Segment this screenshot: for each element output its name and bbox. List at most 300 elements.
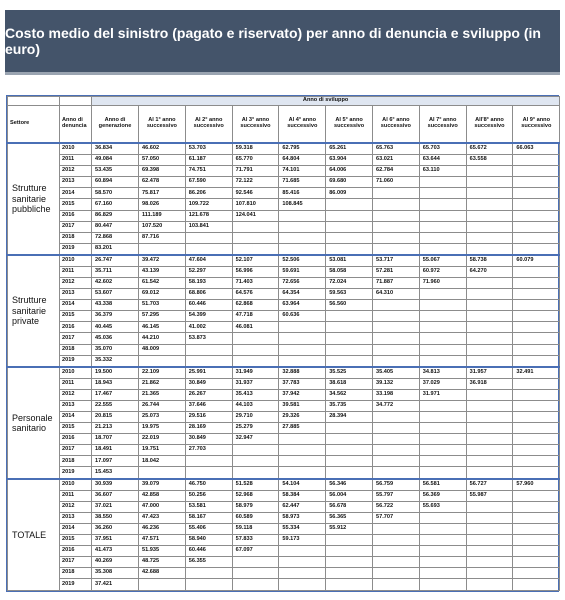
value-cell: 47.571	[139, 535, 186, 546]
value-cell	[326, 221, 373, 232]
header-blank-cell	[60, 97, 92, 106]
value-cell	[232, 232, 279, 243]
claim-year-cell: 2017	[60, 445, 92, 456]
value-cell: 53.081	[326, 255, 373, 267]
value-cell	[372, 221, 419, 232]
value-cell: 55.797	[372, 491, 419, 502]
value-cell: 71.960	[419, 278, 466, 289]
table-row	[8, 267, 560, 278]
claim-year-cell: 2013	[60, 289, 92, 300]
value-cell	[419, 546, 466, 557]
value-cell: 56.759	[372, 479, 419, 491]
value-cell: 124.041	[232, 210, 279, 221]
value-cell	[372, 423, 419, 434]
column-header: Al 1° anno successivo	[139, 106, 186, 144]
table-row	[8, 289, 560, 300]
claim-year-cell: 2019	[60, 579, 92, 591]
value-cell	[326, 232, 373, 243]
value-cell	[326, 568, 373, 579]
value-cell	[466, 557, 513, 568]
value-cell: 19.751	[139, 445, 186, 456]
value-cell: 65.770	[232, 155, 279, 166]
claim-year-cell: 2016	[60, 546, 92, 557]
value-cell: 58.738	[466, 255, 513, 267]
value-cell	[513, 502, 560, 513]
claim-year-cell: 2011	[60, 155, 92, 166]
value-cell: 18.042	[139, 456, 186, 467]
table-row	[8, 221, 560, 232]
value-cell: 60.079	[513, 255, 560, 267]
value-cell: 58.979	[232, 502, 279, 513]
value-cell: 21.862	[139, 379, 186, 390]
value-cell: 72.656	[279, 278, 326, 289]
value-cell	[232, 344, 279, 355]
value-cell	[419, 243, 466, 255]
value-cell: 40.445	[92, 322, 139, 333]
value-cell	[466, 311, 513, 322]
value-cell	[279, 467, 326, 479]
claim-year-cell: 2018	[60, 232, 92, 243]
value-cell	[513, 267, 560, 278]
value-cell: 37.646	[185, 401, 232, 412]
report-title: Costo medio del sinistro (pagato e riservato) per anno di denuncia e sviluppo (in euro)	[5, 25, 541, 57]
value-cell: 98.026	[139, 199, 186, 210]
value-cell	[372, 535, 419, 546]
value-cell: 111.189	[139, 210, 186, 221]
value-cell: 43.139	[139, 267, 186, 278]
value-cell: 56.581	[419, 479, 466, 491]
claim-year-cell: 2019	[60, 243, 92, 255]
value-cell	[326, 579, 373, 591]
value-cell: 86.206	[185, 188, 232, 199]
value-cell	[372, 557, 419, 568]
value-cell	[232, 568, 279, 579]
value-cell: 56.369	[419, 491, 466, 502]
table-row	[8, 401, 560, 412]
value-cell: 27.703	[185, 445, 232, 456]
value-cell: 65.261	[326, 143, 373, 155]
value-cell: 29.516	[185, 412, 232, 423]
value-cell	[419, 445, 466, 456]
value-cell	[466, 568, 513, 579]
claim-year-cell: 2017	[60, 333, 92, 344]
value-cell: 20.815	[92, 412, 139, 423]
value-cell: 53.873	[185, 333, 232, 344]
value-cell	[419, 289, 466, 300]
table-row	[8, 456, 560, 467]
value-cell: 46.236	[139, 524, 186, 535]
value-cell	[419, 232, 466, 243]
table-row	[8, 367, 560, 379]
value-cell: 55.406	[185, 524, 232, 535]
table-row	[8, 322, 560, 333]
table-row	[8, 535, 560, 546]
value-cell	[513, 568, 560, 579]
value-cell	[419, 524, 466, 535]
column-header: Al 5° anno successivo	[326, 106, 373, 144]
table-row	[8, 467, 560, 479]
claim-year-cell: 2012	[60, 502, 92, 513]
table-row	[8, 155, 560, 166]
value-cell: 37.421	[92, 579, 139, 591]
claim-year-cell: 2015	[60, 423, 92, 434]
value-cell: 64.804	[279, 155, 326, 166]
value-cell: 29.326	[279, 412, 326, 423]
value-cell: 60.894	[92, 177, 139, 188]
value-cell: 62.784	[372, 166, 419, 177]
value-cell: 65.672	[466, 143, 513, 155]
value-cell: 19.975	[139, 423, 186, 434]
claim-year-cell: 2017	[60, 221, 92, 232]
value-cell	[139, 579, 186, 591]
column-header: All'8° anno successivo	[466, 106, 513, 144]
value-cell	[279, 557, 326, 568]
value-cell: 65.763	[372, 143, 419, 155]
value-cell	[513, 155, 560, 166]
value-cell: 69.398	[139, 166, 186, 177]
column-header: Al 2° anno successivo	[185, 106, 232, 144]
value-cell	[326, 322, 373, 333]
value-cell	[466, 300, 513, 311]
value-cell: 31.971	[419, 390, 466, 401]
value-cell: 74.751	[185, 166, 232, 177]
claim-year-cell: 2018	[60, 456, 92, 467]
value-cell: 58.973	[279, 513, 326, 524]
value-cell	[513, 232, 560, 243]
value-cell: 69.680	[326, 177, 373, 188]
value-cell: 21.365	[139, 390, 186, 401]
column-header: Al 4° anno successivo	[279, 106, 326, 144]
value-cell: 92.546	[232, 188, 279, 199]
value-cell	[279, 434, 326, 445]
value-cell	[513, 467, 560, 479]
value-cell	[466, 333, 513, 344]
report-title-banner	[5, 10, 560, 75]
value-cell: 48.009	[139, 344, 186, 355]
sector-label: TOTALE	[8, 479, 60, 591]
value-cell: 58.570	[92, 188, 139, 199]
value-cell: 46.081	[232, 322, 279, 333]
value-cell: 47.604	[185, 255, 232, 267]
value-cell	[466, 188, 513, 199]
value-cell: 39.472	[139, 255, 186, 267]
claim-year-cell: 2012	[60, 166, 92, 177]
claim-year-cell: 2011	[60, 267, 92, 278]
value-cell: 34.772	[372, 401, 419, 412]
value-cell: 22.019	[139, 434, 186, 445]
value-cell	[513, 300, 560, 311]
value-cell	[372, 412, 419, 423]
value-cell	[419, 300, 466, 311]
value-cell: 51.528	[232, 479, 279, 491]
value-cell: 62.447	[279, 502, 326, 513]
value-cell	[466, 322, 513, 333]
value-cell: 67.590	[185, 177, 232, 188]
value-cell	[513, 322, 560, 333]
value-cell: 121.678	[185, 210, 232, 221]
value-cell: 35.332	[92, 355, 139, 367]
value-cell	[372, 199, 419, 210]
value-cell: 46.602	[139, 143, 186, 155]
table-row	[8, 199, 560, 210]
value-cell	[185, 344, 232, 355]
value-cell	[419, 322, 466, 333]
value-cell: 62.795	[279, 143, 326, 155]
value-cell	[513, 557, 560, 568]
value-cell	[513, 289, 560, 300]
value-cell: 53.581	[185, 502, 232, 513]
table-row	[8, 579, 560, 591]
value-cell	[466, 278, 513, 289]
value-cell: 74.101	[279, 166, 326, 177]
value-cell: 58.167	[185, 513, 232, 524]
value-cell: 51.703	[139, 300, 186, 311]
table-row	[8, 568, 560, 579]
value-cell	[513, 401, 560, 412]
value-cell: 85.416	[279, 188, 326, 199]
value-cell: 61.542	[139, 278, 186, 289]
value-cell: 107.520	[139, 221, 186, 232]
value-cell	[372, 467, 419, 479]
value-cell: 28.169	[185, 423, 232, 434]
value-cell	[466, 289, 513, 300]
value-cell: 62.868	[232, 300, 279, 311]
value-cell	[139, 243, 186, 255]
table-row	[8, 434, 560, 445]
value-cell	[466, 177, 513, 188]
value-cell: 64.310	[372, 289, 419, 300]
value-cell	[372, 524, 419, 535]
value-cell: 55.912	[326, 524, 373, 535]
value-cell	[513, 491, 560, 502]
table-row	[8, 379, 560, 390]
value-cell: 51.935	[139, 546, 186, 557]
value-cell	[232, 456, 279, 467]
value-cell: 46.145	[139, 322, 186, 333]
claim-year-cell: 2013	[60, 177, 92, 188]
value-cell: 64.270	[466, 267, 513, 278]
value-cell	[419, 568, 466, 579]
value-cell: 60.589	[232, 513, 279, 524]
value-cell: 58.940	[185, 535, 232, 546]
value-cell: 52.297	[185, 267, 232, 278]
value-cell	[466, 199, 513, 210]
value-cell: 60.446	[185, 546, 232, 557]
value-cell: 56.722	[372, 502, 419, 513]
claim-year-cell: 2010	[60, 479, 92, 491]
value-cell: 59.691	[279, 267, 326, 278]
value-cell	[419, 210, 466, 221]
value-cell	[419, 344, 466, 355]
value-cell	[513, 188, 560, 199]
value-cell	[513, 166, 560, 177]
table-row	[8, 177, 560, 188]
claim-year-cell: 2014	[60, 188, 92, 199]
claim-year-cell: 2014	[60, 412, 92, 423]
value-cell: 64.576	[232, 289, 279, 300]
value-cell: 25.991	[185, 367, 232, 379]
table-row	[8, 445, 560, 456]
value-cell	[139, 467, 186, 479]
table-row	[8, 355, 560, 367]
value-cell: 35.308	[92, 568, 139, 579]
value-cell	[185, 243, 232, 255]
value-cell	[279, 355, 326, 367]
value-cell	[279, 579, 326, 591]
value-cell: 37.942	[279, 390, 326, 401]
value-cell: 53.435	[92, 166, 139, 177]
table-row	[8, 491, 560, 502]
table-row	[8, 333, 560, 344]
value-cell: 18.943	[92, 379, 139, 390]
value-cell: 25.073	[139, 412, 186, 423]
value-cell: 37.783	[279, 379, 326, 390]
value-cell	[372, 355, 419, 367]
value-cell	[513, 579, 560, 591]
value-cell: 37.021	[92, 502, 139, 513]
value-cell	[372, 210, 419, 221]
value-cell	[419, 199, 466, 210]
value-cell: 32.491	[513, 367, 560, 379]
column-header: Anno di generazione	[92, 106, 139, 144]
sector-label: Strutture sanitarie pubbliche	[8, 143, 60, 255]
claim-year-cell: 2015	[60, 311, 92, 322]
value-cell	[513, 311, 560, 322]
claim-year-cell: 2019	[60, 467, 92, 479]
value-cell	[279, 456, 326, 467]
table-body	[8, 143, 560, 591]
value-cell: 50.256	[185, 491, 232, 502]
value-cell: 42.858	[139, 491, 186, 502]
value-cell	[279, 322, 326, 333]
value-cell: 33.198	[372, 390, 419, 401]
table-row	[8, 390, 560, 401]
value-cell	[419, 412, 466, 423]
value-cell: 26.744	[139, 401, 186, 412]
value-cell: 35.735	[326, 401, 373, 412]
value-cell	[279, 568, 326, 579]
claim-year-cell: 2011	[60, 491, 92, 502]
value-cell	[513, 177, 560, 188]
value-cell: 55.067	[419, 255, 466, 267]
value-cell: 63.904	[326, 155, 373, 166]
header-blank-cell	[8, 97, 60, 106]
value-cell	[513, 221, 560, 232]
value-cell: 52.107	[232, 255, 279, 267]
value-cell	[279, 232, 326, 243]
claim-year-cell: 2018	[60, 568, 92, 579]
value-cell	[372, 300, 419, 311]
value-cell	[185, 568, 232, 579]
value-cell	[372, 333, 419, 344]
value-cell: 65.703	[419, 143, 466, 155]
value-cell: 25.279	[232, 423, 279, 434]
value-cell	[326, 423, 373, 434]
value-cell	[419, 177, 466, 188]
value-cell: 57.707	[372, 513, 419, 524]
value-cell: 62.478	[139, 177, 186, 188]
claim-year-cell: 2015	[60, 199, 92, 210]
value-cell	[232, 445, 279, 456]
value-cell	[185, 232, 232, 243]
value-cell	[326, 467, 373, 479]
value-cell	[466, 166, 513, 177]
value-cell	[419, 355, 466, 367]
value-cell: 39.132	[372, 379, 419, 390]
claims-cost-table-container	[6, 95, 559, 592]
value-cell: 59.118	[232, 524, 279, 535]
claim-year-cell: 2016	[60, 434, 92, 445]
value-cell: 55.693	[419, 502, 466, 513]
value-cell	[466, 243, 513, 255]
value-cell	[419, 188, 466, 199]
value-cell: 45.036	[92, 333, 139, 344]
value-cell: 47.423	[139, 513, 186, 524]
value-cell	[279, 221, 326, 232]
value-cell: 86.009	[326, 188, 373, 199]
value-cell	[513, 278, 560, 289]
value-cell	[513, 513, 560, 524]
value-cell	[372, 311, 419, 322]
table-row	[8, 502, 560, 513]
value-cell	[466, 546, 513, 557]
value-cell	[466, 401, 513, 412]
table-row	[8, 546, 560, 557]
value-cell	[513, 333, 560, 344]
claim-year-cell: 2014	[60, 524, 92, 535]
value-cell: 68.806	[185, 289, 232, 300]
table-row	[8, 557, 560, 568]
value-cell	[372, 546, 419, 557]
claim-year-cell: 2016	[60, 210, 92, 221]
value-cell	[466, 221, 513, 232]
value-cell: 56.365	[326, 513, 373, 524]
value-cell: 31.949	[232, 367, 279, 379]
value-cell	[419, 467, 466, 479]
value-cell: 18.491	[92, 445, 139, 456]
value-cell: 52.506	[279, 255, 326, 267]
value-cell: 15.453	[92, 467, 139, 479]
value-cell: 36.607	[92, 491, 139, 502]
value-cell: 21.213	[92, 423, 139, 434]
value-cell: 37.029	[419, 379, 466, 390]
claim-year-cell: 2018	[60, 344, 92, 355]
value-cell: 48.725	[139, 557, 186, 568]
value-cell	[513, 524, 560, 535]
value-cell: 34.813	[419, 367, 466, 379]
value-cell: 63.644	[419, 155, 466, 166]
value-cell	[139, 355, 186, 367]
value-cell: 22.109	[139, 367, 186, 379]
value-cell: 41.473	[92, 546, 139, 557]
value-cell: 56.346	[326, 479, 373, 491]
value-cell	[326, 445, 373, 456]
value-cell	[513, 243, 560, 255]
value-cell: 44.210	[139, 333, 186, 344]
value-cell	[513, 456, 560, 467]
value-cell	[513, 344, 560, 355]
value-cell: 71.887	[372, 278, 419, 289]
value-cell	[419, 434, 466, 445]
value-cell	[419, 423, 466, 434]
value-cell	[326, 243, 373, 255]
value-cell	[513, 379, 560, 390]
table-row	[8, 300, 560, 311]
value-cell: 36.918	[466, 379, 513, 390]
value-cell	[232, 333, 279, 344]
value-cell	[185, 456, 232, 467]
value-cell	[326, 355, 373, 367]
